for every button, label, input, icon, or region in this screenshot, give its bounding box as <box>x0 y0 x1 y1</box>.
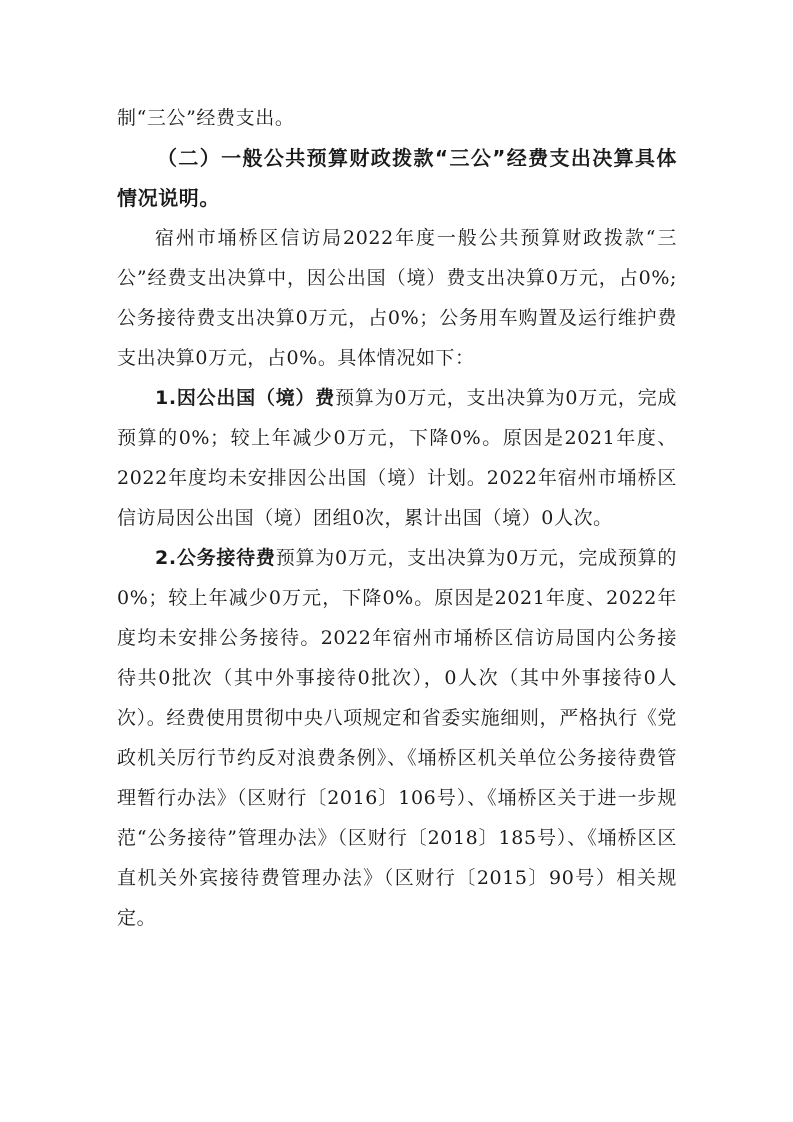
section-heading: （二）一般公共预算财政拨款“三公”经费支出决算具体情况说明。 <box>117 146 677 210</box>
item2-title: 2.公务接待费 <box>155 547 276 569</box>
intro-paragraph-tail: 制“三公”经费支出。 <box>117 107 295 129</box>
summary-paragraph: 宿州市埇桥区信访局2022年度一般公共预算财政拨款“三公”经费支出决算中，因公出国（境）费支出决算0万元，占0%;公务接待费支出决算0万元，占0%；公务用车购置及运行维护费支出决算0万元，占0%。具体情况如下： <box>117 227 677 369</box>
item2-paragraph <box>117 538 677 938</box>
document-body <box>117 98 677 938</box>
item2-body: 预算为0万元，支出决算为0万元，完成预算的0%；较上年减少0万元，下降0%。原因是2021年度、2022年度均未安排公务接待。2022年宿州市埇桥区信访局国内公务接待共0批次（其中外事接待0批次），0人次（其中外事接待0人次）。经费使用贯彻中央八项规定和省委实施细则，严格执行《党政机关厉行节约反对浪费条例》、《埇桥区机关单位公务接待费管理暂行办法》（区财行〔2016〕106号）、《埇桥区关于进一步规范“公务接待”管理办法》（区财行〔2018〕185号）、《埇桥区区直机关外宾接待费管理办法》（区财行〔2015〕90号）相关规定。 <box>117 547 678 929</box>
item1-title: 1.因公出国（境）费 <box>155 387 336 409</box>
item1-paragraph <box>117 378 677 538</box>
item1-body: 预算为0万元，支出决算为0万元，完成预算的0%；较上年减少0万元，下降0%。原因是2021年度、2022年度均未安排因公出国（境）计划。2022年宿州市埇桥区信访局因公出国（境）团组0次，累计出国（境）0人次。 <box>117 387 677 529</box>
